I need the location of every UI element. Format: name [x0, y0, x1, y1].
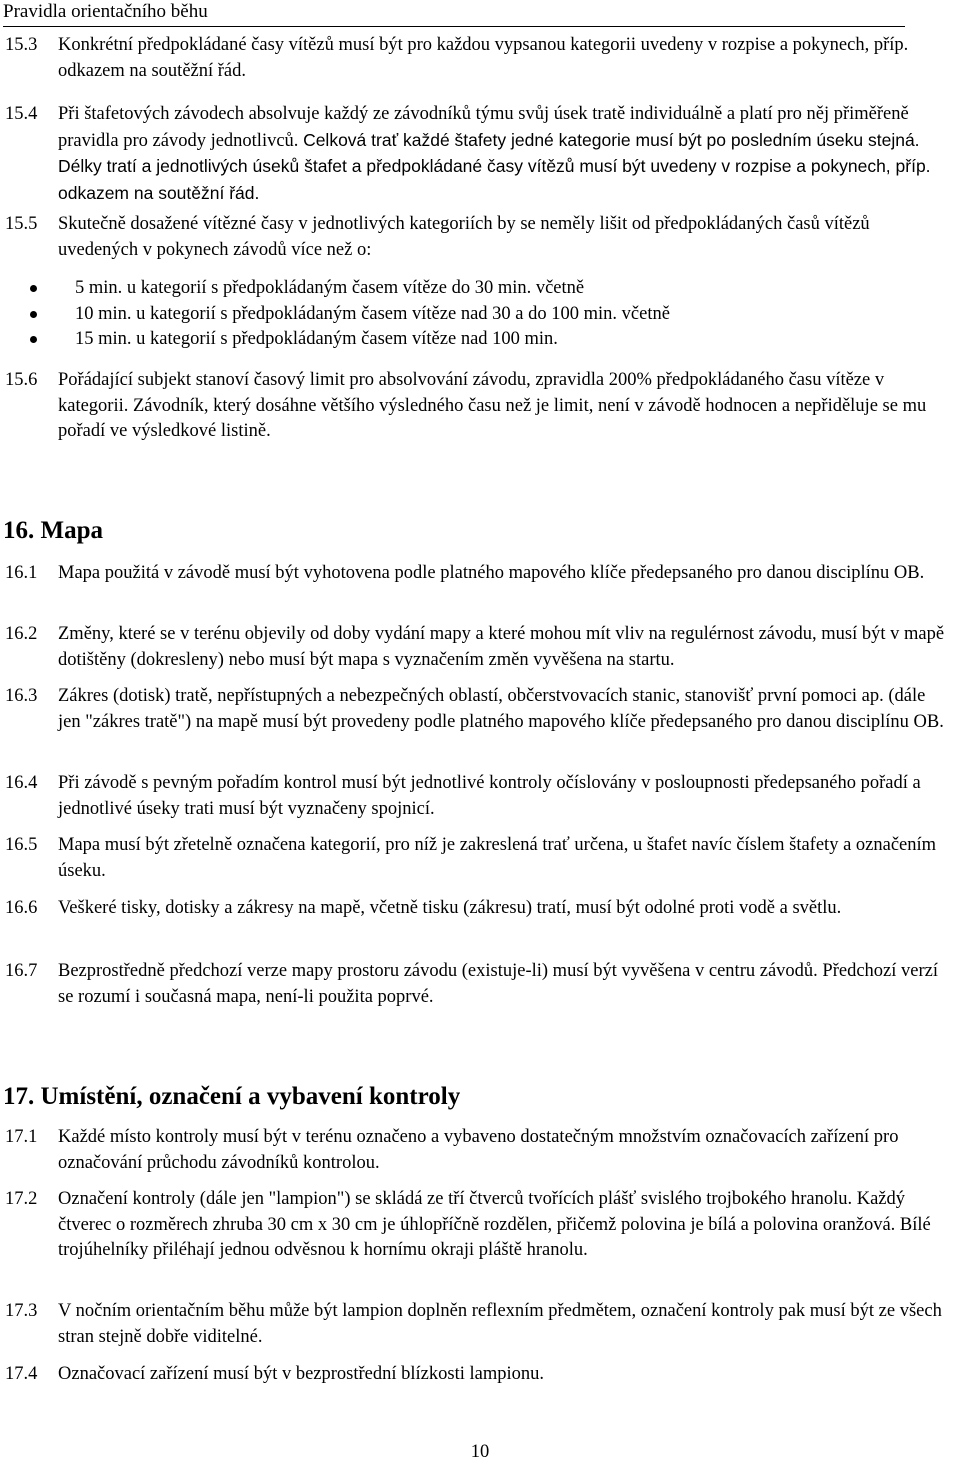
paragraph-number: 17.1	[5, 1127, 38, 1147]
bullet-icon	[30, 285, 37, 292]
bullet-icon	[30, 311, 37, 318]
paragraph-15-6	[5, 368, 950, 445]
paragraph-text: Skutečně dosažené vítězné časy v jednotlivých kategoriích by se neměly lišit od předpokládaných časů vítězů uvedených v pokynech závodů více než o:	[58, 214, 870, 260]
paragraph-17-1	[5, 1125, 950, 1176]
paragraph-15-4	[5, 102, 950, 207]
paragraph-text: V nočním orientačním běhu může být lampion doplněn reflexním předmětem, označení kontroly pak musí být ze všech stran stejně dobře viditelné.	[58, 1301, 942, 1347]
paragraph-number: 16.2	[5, 624, 38, 644]
paragraph-text: Při závodě s pevným pořadím kontrol musí být jednotlivé kontroly očíslovány v posloupnosti předepsaného pořadí a jednotlivé úseky trati musí být vyznačeny spojnicí.	[58, 773, 921, 819]
paragraph-16-1	[5, 561, 950, 587]
page-number: 10	[470, 1442, 490, 1462]
paragraph-number: 16.3	[5, 686, 38, 706]
paragraph-number: 16.1	[5, 563, 38, 583]
paragraph-number: 17.3	[5, 1301, 38, 1321]
paragraph-number: 16.7	[5, 961, 38, 981]
paragraph-text: Konkrétní předpokládané časy vítězů musí být pro každou vypsanou kategorii uvedeny v rozpise a pokynech, příp. odkazem na soutěžní řád.	[58, 35, 909, 81]
running-header	[3, 0, 905, 27]
paragraph-text: Pořádající subjekt stanoví časový limit pro absolvování závodu, zpravidla 200% předpokládaného času vítěze v kategorii. Závodník, který dosáhne většího výsledného času než je limit, není v závodě hodnocen a nepřiděluje se mu pořadí ve výsledkové listině.	[58, 370, 927, 441]
paragraph-17-3	[5, 1299, 950, 1350]
list-item: 5 min. u kategorií s předpokládaným časem vítěze do 30 min. včetně	[0, 276, 945, 302]
paragraph-16-4	[5, 771, 950, 822]
paragraph-text: Mapa musí být zřetelně označena kategorií, pro níž je zakreslená trať určena, u štafet navíc číslem štafety a označením úseku.	[58, 835, 937, 881]
paragraph-text: Označení kontroly (dále jen "lampion") se skládá ze tří čtverců tvořících plášť svislého trojbokého hranolu. Každý čtverec o rozměrech zhruba 30 cm x 30 cm je úhlopříčně rozdělen, přičemž polovina je bílá a polovina oranžová. Bílé trojúhelníky přiléhají jednou odvěsnou k hornímu okraji pláště hranolu.	[58, 1189, 931, 1260]
paragraph-16-6	[5, 896, 950, 922]
paragraph-17-2	[5, 1187, 950, 1264]
paragraph-text: Každé místo kontroly musí být v terénu označeno a vybaveno dostatečným množstvím označovacích zařízení pro označování průchodu závodníků kontrolou.	[58, 1127, 899, 1173]
paragraph-text-sans: Celková trať každé štafety jedné kategorie musí být po posledním úseku stejná. Délky tratí a jednotlivých úseků štafet a předpokládané časy vítězů musí být uvedeny v rozpise a pokynech, příp. odkazem na soutěžní řád.	[58, 129, 931, 203]
paragraph-16-5	[5, 833, 950, 884]
paragraph-number: 15.6	[5, 370, 38, 390]
paragraph-number: 15.4	[5, 104, 38, 124]
header-title: Pravidla orientačního běhu	[3, 1, 208, 22]
paragraph-number: 15.5	[5, 214, 38, 234]
paragraph-number: 17.4	[5, 1364, 38, 1384]
section-heading-17: 17. Umístění, označení a vybavení kontroly	[3, 1083, 461, 1110]
paragraph-number: 17.2	[5, 1189, 38, 1209]
paragraph-text: Zákres (dotisk) tratě, nepřístupných a nebezpečných oblastí, občerstvovacích stanic, stanovišť první pomoci ap. (dále jen "zákres tratě") na mapě musí být provedeny podle platného mapového klíče předepsaného pro danou disciplínu OB.	[58, 686, 944, 732]
paragraph-text: Označovací zařízení musí být v bezprostřední blízkosti lampionu.	[58, 1364, 544, 1384]
paragraph-15-3	[5, 33, 950, 84]
paragraph-16-2	[5, 622, 950, 673]
paragraph-number: 16.5	[5, 835, 38, 855]
paragraph-16-7	[5, 959, 950, 1010]
paragraph-text: Změny, které se v terénu objevily od doby vydání mapy a které mohou mít vliv na regulérnost závodu, musí být v mapě dotištěny (dokresleny) nebo musí být mapa s vyznačením změn vyvěšena na startu.	[58, 624, 945, 670]
paragraph-number: 16.6	[5, 898, 38, 918]
list-item: 15 min. u kategorií s předpokládaným časem vítěze nad 100 min.	[0, 327, 945, 353]
paragraph-text	[58, 102, 950, 207]
paragraph-17-4	[5, 1362, 950, 1388]
list-item: 10 min. u kategorií s předpokládaným časem vítěze nad 30 a do 100 min. včetně	[0, 302, 945, 328]
paragraph-text-serif: Při štafetových závodech absolvuje každý ze závodníků týmu svůj úsek tratě individuálně a platí pro něj přiměřeně pravidla pro závody jednotlivců.	[58, 104, 909, 151]
time-deviation-list	[0, 276, 945, 353]
paragraph-number: 16.4	[5, 773, 38, 793]
bullet-icon	[30, 336, 37, 343]
paragraph-number: 15.3	[5, 35, 38, 55]
paragraph-text: Bezprostředně předchozí verze mapy prostoru závodu (existuje-li) musí být vyvěšena v centru závodů. Předchozí verzí se rozumí i současná mapa, není-li použita poprvé.	[58, 961, 938, 1007]
paragraph-16-3	[5, 684, 950, 735]
paragraph-text: Mapa použitá v závodě musí být vyhotovena podle platného mapového klíče předepsaného pro danou disciplínu OB.	[58, 563, 925, 583]
paragraph-text: Veškeré tisky, dotisky a zákresy na mapě, včetně tisku (zákresu) tratí, musí být odolné proti vodě a světlu.	[58, 898, 842, 918]
section-heading-16: 16. Mapa	[3, 517, 103, 544]
paragraph-15-5	[5, 212, 950, 263]
